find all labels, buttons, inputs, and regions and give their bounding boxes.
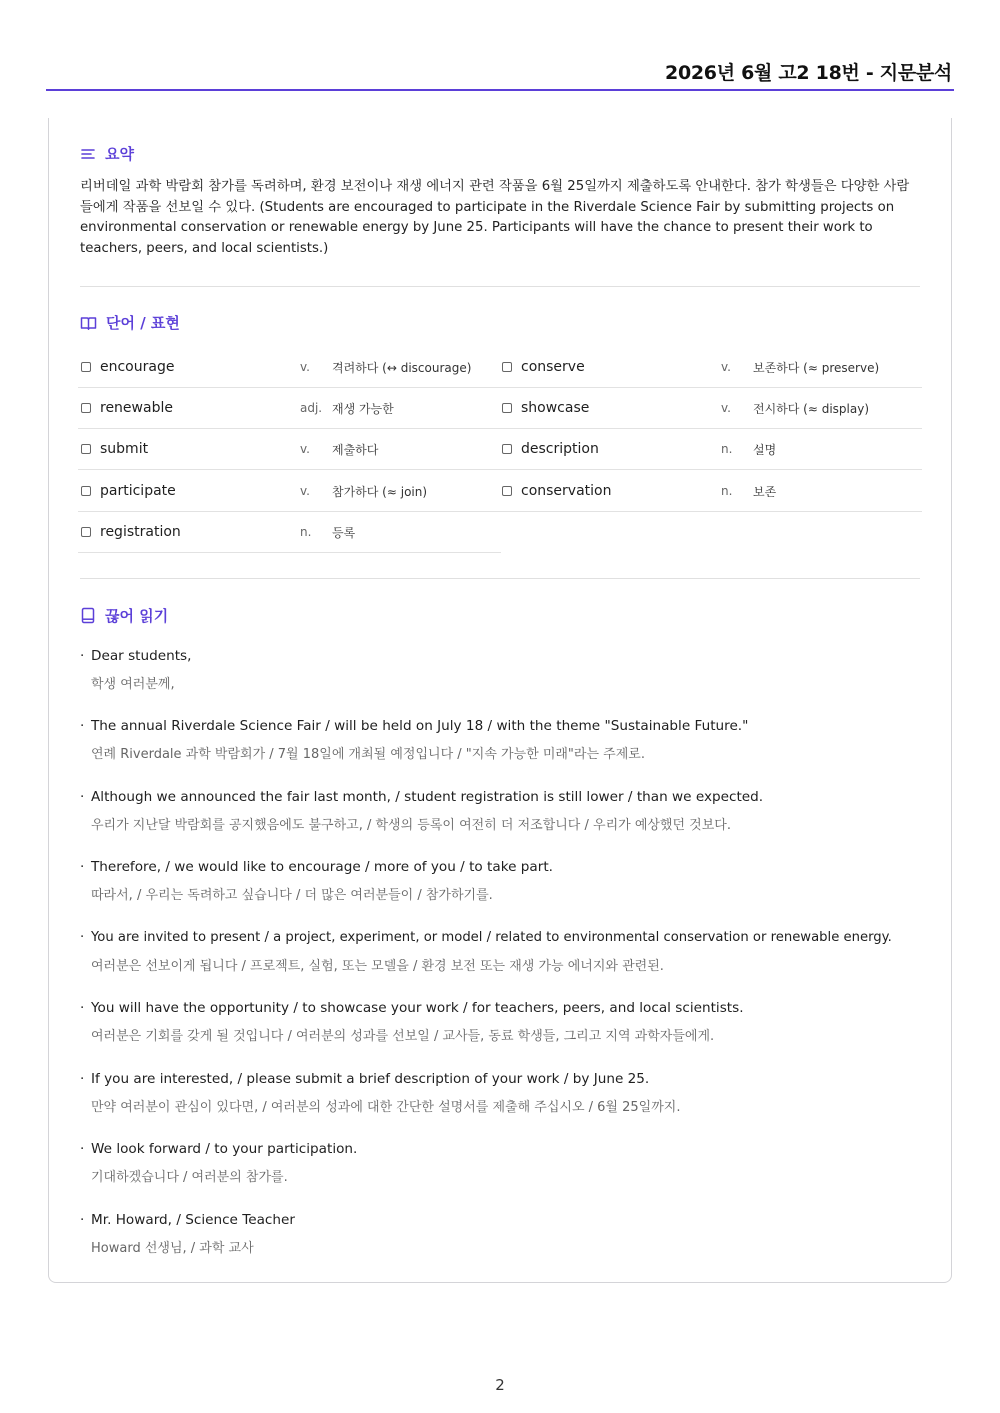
header-rule bbox=[46, 89, 954, 91]
reading-english-text: You are invited to present / a project, experiment, or model / related to environmental conservation or renewable energy. bbox=[91, 930, 892, 945]
vocab-word: description bbox=[521, 441, 599, 457]
reading-english-text: The annual Riverdale Science Fair / will be held on July 18 / with the theme "Sustainable Future." bbox=[91, 718, 749, 734]
vocab-checkbox[interactable] bbox=[502, 403, 512, 413]
reading-english-text: Although we announced the fair last month, / student registration is still lower / than we expected. bbox=[91, 789, 764, 805]
reading-item bbox=[80, 1140, 940, 1187]
reading-english-text: Dear students, bbox=[91, 648, 192, 664]
reading-english bbox=[80, 999, 940, 1017]
page-title: 2026년 6월 고2 18번 - 지문분석 bbox=[665, 62, 952, 84]
reading-english bbox=[80, 647, 940, 665]
reading-english bbox=[80, 1140, 940, 1158]
bullet: · bbox=[80, 1212, 85, 1228]
reading-korean: 기대하겠습니다 / 여러분의 참가를. bbox=[91, 1170, 288, 1185]
bullet: · bbox=[80, 1141, 85, 1157]
bullet: · bbox=[80, 1071, 85, 1087]
vocab-pos: n. bbox=[300, 525, 312, 539]
reading-english-text: If you are interested, / please submit a brief description of your work / by June 25. bbox=[91, 1071, 650, 1087]
reading-korean: 따라서, / 우리는 독려하고 싶습니다 / 더 많은 여러분들이 / 참가하기를. bbox=[91, 888, 493, 903]
vocab-word: conservation bbox=[521, 483, 612, 499]
vocab-pos: v. bbox=[721, 401, 731, 415]
vocab-word: showcase bbox=[521, 400, 590, 416]
summary-heading-label: 요약 bbox=[105, 145, 134, 163]
reading-heading-label: 끊어 읽기 bbox=[105, 607, 169, 625]
vocab-word: renewable bbox=[100, 400, 173, 416]
vocab-pos: adj. bbox=[300, 401, 323, 415]
bullet: · bbox=[80, 718, 85, 734]
reading-korean: Howard 선생님, / 과학 교사 bbox=[91, 1241, 254, 1256]
vocab-word: participate bbox=[100, 483, 176, 499]
vocab-checkbox[interactable] bbox=[502, 444, 512, 454]
vocab-word: encourage bbox=[100, 359, 175, 375]
page-number: 2 bbox=[495, 1376, 505, 1394]
section-divider bbox=[80, 286, 920, 287]
reading-english-text: We look forward / to your participation. bbox=[91, 1141, 358, 1157]
vocab-meaning: 등록 bbox=[332, 525, 356, 540]
reading-korean: 여러분은 기회를 갖게 될 것입니다 / 여러분의 성과를 선보일 / 교사들, 동료 학생들, 그리고 지역 과학자들에게. bbox=[91, 1029, 715, 1044]
vocab-meaning: 제출하다 bbox=[332, 442, 379, 457]
book-icon bbox=[80, 607, 96, 624]
vocab-meaning: 참가하다 (≈ join) bbox=[332, 484, 428, 499]
bullet: · bbox=[80, 648, 85, 664]
reading-item bbox=[80, 1211, 940, 1258]
reading-item bbox=[80, 788, 940, 835]
vocab-checkbox[interactable] bbox=[81, 444, 91, 454]
reading-english bbox=[80, 1070, 940, 1088]
reading-english-text: You will have the opportunity / to showcase your work / for teachers, peers, and local scientists. bbox=[91, 1000, 744, 1016]
reading-korean: 여러분은 선보이게 됩니다 / 프로젝트, 실험, 또는 모델을 / 환경 보전 또는 재생 가능 에너지와 관련된. bbox=[91, 959, 664, 974]
vocab-checkbox[interactable] bbox=[81, 486, 91, 496]
vocab-checkbox[interactable] bbox=[502, 486, 512, 496]
vocab-meaning: 보존하다 (≈ preserve) bbox=[753, 360, 880, 375]
reading-korean: 우리가 지난달 박람회를 공지했음에도 불구하고, / 학생의 등록이 여전히 더 저조합니다 / 우리가 예상했던 것보다. bbox=[91, 818, 731, 833]
reading-english bbox=[80, 858, 940, 876]
vocab-meaning: 보존 bbox=[753, 484, 777, 499]
vocab-word: registration bbox=[100, 524, 181, 540]
vocab-pos: v. bbox=[300, 484, 310, 498]
vocab-checkbox[interactable] bbox=[81, 403, 91, 413]
reading-english bbox=[80, 788, 940, 806]
vocab-checkbox[interactable] bbox=[502, 362, 512, 372]
vocab-checkbox[interactable] bbox=[81, 527, 91, 537]
vocab-row bbox=[499, 347, 922, 388]
reading-item bbox=[80, 1070, 940, 1117]
vocab-checkbox[interactable] bbox=[81, 362, 91, 372]
vocab-meaning: 전시하다 (≈ display) bbox=[753, 401, 870, 416]
vocab-meaning: 재생 가능한 bbox=[332, 401, 394, 416]
vocab-row bbox=[78, 388, 501, 429]
open-book-icon bbox=[80, 315, 97, 331]
vocab-pos: v. bbox=[300, 442, 310, 456]
reading-korean: 연례 Riverdale 과학 박람회가 / 7월 18일에 개최될 예정입니다 / "지속 가능한 미래"라는 주제로. bbox=[91, 747, 645, 762]
vocab-row bbox=[78, 347, 501, 388]
reading-item bbox=[80, 647, 940, 694]
vocab-row bbox=[499, 471, 922, 512]
reading-item bbox=[80, 929, 940, 976]
vocab-meaning: 격려하다 (↔ discourage) bbox=[332, 360, 472, 375]
vocab-pos: v. bbox=[300, 360, 310, 374]
reading-heading bbox=[80, 605, 168, 626]
vocab-pos: n. bbox=[721, 484, 733, 498]
vocab-row bbox=[78, 429, 501, 470]
bullet: · bbox=[80, 1000, 85, 1016]
reading-item bbox=[80, 858, 940, 905]
vocab-word: submit bbox=[100, 441, 149, 457]
bullet: · bbox=[80, 789, 85, 805]
reading-korean: 만약 여러분이 관심이 있다면, / 여러분의 성과에 대한 간단한 설명서를 제출해 주십시오 / 6월 25일까지. bbox=[91, 1100, 681, 1115]
summary-text: 리버데일 과학 박람회 참가를 독려하며, 환경 보전이나 재생 에너지 관련 작품을 6월 25일까지 제출하도록 안내한다. 참가 학생들은 다양한 사람들에게 작품을 선보일 수 있다. (Students are encouraged to participate in the Riverdale Science Fair by submitting projects on environmental conservation or renewable energy by June 25. Participants will have the chance to present their work to teachers, peers, and local scientists.) bbox=[80, 179, 910, 256]
vocab-row bbox=[499, 388, 922, 429]
vocab-row bbox=[78, 471, 501, 512]
reading-korean: 학생 여러분께, bbox=[91, 677, 175, 692]
reading-item bbox=[80, 717, 940, 764]
reading-english bbox=[80, 1211, 940, 1229]
reading-english bbox=[80, 929, 940, 947]
bullet: · bbox=[80, 930, 85, 945]
reading-english-text: Therefore, / we would like to encourage / more of you / to take part. bbox=[91, 859, 553, 875]
vocab-row bbox=[78, 512, 501, 553]
vocab-pos: n. bbox=[721, 442, 733, 456]
text-lines-icon bbox=[80, 146, 96, 162]
reading-english bbox=[80, 717, 940, 735]
vocab-word: conserve bbox=[521, 359, 585, 375]
vocab-pos: v. bbox=[721, 360, 731, 374]
vocab-row bbox=[499, 429, 922, 470]
section-divider bbox=[80, 578, 920, 579]
vocab-heading bbox=[80, 312, 180, 333]
bullet: · bbox=[80, 859, 85, 875]
summary-heading bbox=[80, 143, 134, 164]
vocab-heading-label: 단어 / 표현 bbox=[106, 314, 180, 332]
reading-english-text: Mr. Howard, / Science Teacher bbox=[91, 1212, 295, 1228]
vocab-meaning: 설명 bbox=[753, 442, 777, 457]
reading-item bbox=[80, 999, 940, 1046]
